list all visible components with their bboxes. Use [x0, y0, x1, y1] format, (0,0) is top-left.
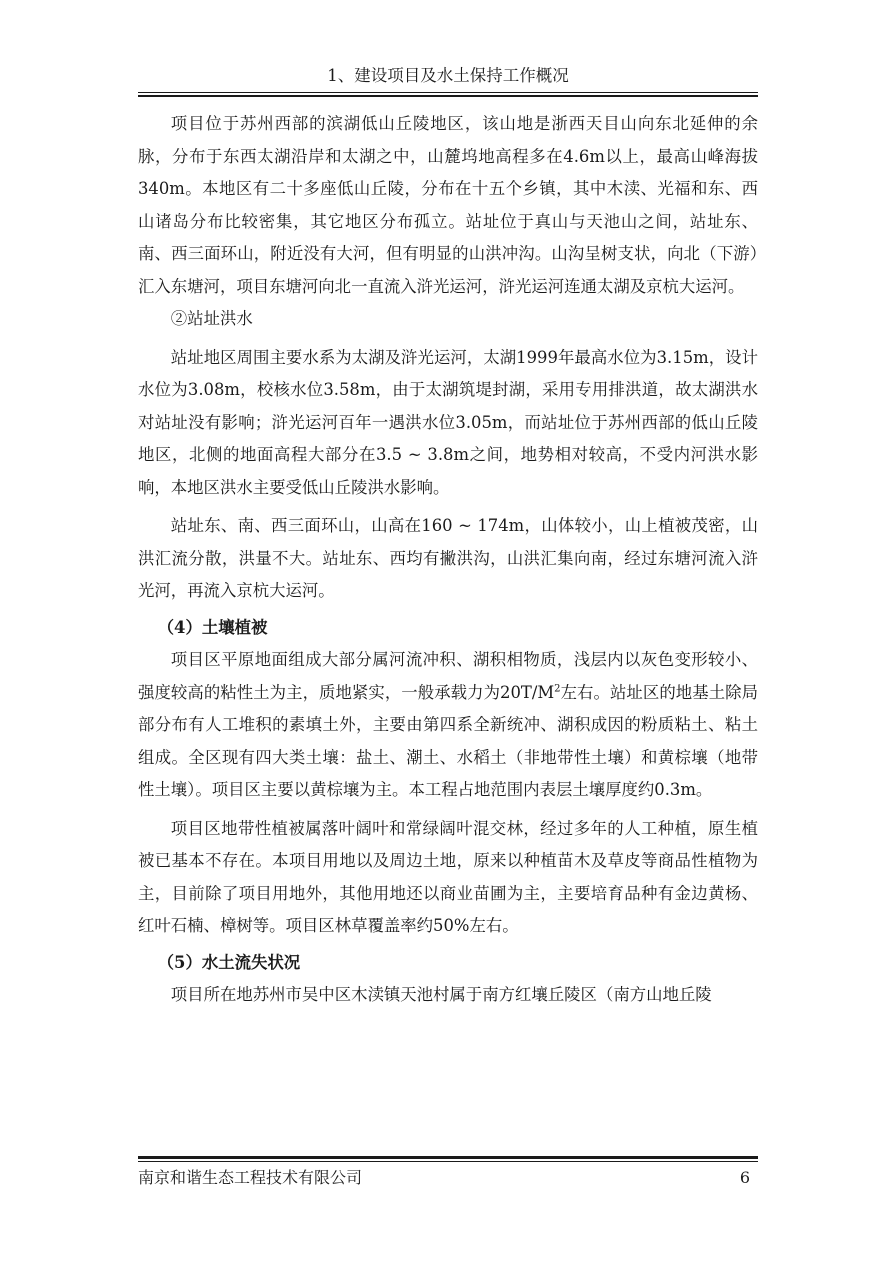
header-rule	[138, 92, 758, 93]
paragraph-mountain-flood: 站址东、南、西三面环山，山高在160 ~ 174m，山体较小，山上植被茂密，山洪汇流分散，洪量不大。站址东、西均有撇洪沟，山洪汇集向南，经过东塘河流入浒光河，再流入京杭大运河。	[138, 516, 758, 600]
footer-rule-thick	[138, 1156, 758, 1159]
paragraph-vegetation: 项目区地带性植被属落叶阔叶和常绿阔叶混交林，经过多年的人工种植，原生植被已基本不存在。本项目用地以及周边土地，原来以种植苗木及草皮等商品性植物为主，目前除了项目用地外，其他用地还以商业苗圃为主，主要培育品种有金边黄杨、红叶石楠、樟树等。项目区林草覆盖率约50%左右。	[138, 818, 758, 935]
superscript: 2	[554, 683, 561, 695]
subheading-flood: ②站址洪水	[170, 309, 253, 328]
section-heading-soil-erosion: （5）水土流失状况	[157, 952, 301, 972]
paragraph-soil	[138, 644, 758, 807]
header-rule-thick	[138, 95, 758, 97]
soil-text-part1: 项目区平原地面组成大部分属河流冲积、湖积相物质，浅层内以灰色变形较小、强度较高的粘性土为主，质地紧实，一般承载力为20T/M	[138, 650, 758, 702]
document-body	[138, 108, 758, 1012]
footer-company: 南京和谐生态工程技术有限公司	[138, 1168, 363, 1187]
paragraph-erosion: 项目所在地苏州市吴中区木渎镇天池村属于南方红壤丘陵区（南方山地丘陵	[170, 985, 712, 1004]
soil-text-part2: 左右。站址区的地基土除局部分布有人工堆积的素填土外，主要由第四系全新统冲、湖积成因的粉质粘土、粘土组成。全区现有四大类土壤：盐土、潮土、水稻土（非地带性土壤）和黄棕壤（地带性土壤）。项目区主要以黄棕壤为主。本工程占地范围内表层土壤厚度约0.3m。	[138, 682, 759, 799]
page-number: 6	[739, 1168, 750, 1187]
paragraph-location: 项目位于苏州西部的滨湖低山丘陵地区，该山地是浙西天目山向东北延伸的余脉，分布于东西太湖沿岸和太湖之中，山麓坞地高程多在4.6m以上，最高山峰海拔340m。本地区有二十多座低山丘陵，分布在十五个乡镇，其中木渎、光福和东、西山诸岛分布比较密集，其它地区分布孤立。站址位于真山与天池山之间，站址东、南、西三面环山，附近没有大河，但有明显的山洪冲沟。山沟呈树支状，向北（下游）汇入东塘河，项目东塘河向北一直流入浒光运河，浒光运河连通太湖及京杭大运河。	[138, 114, 758, 296]
paragraph-flood: 站址地区周围主要水系为太湖及浒光运河，太湖1999年最高水位为3.15m，设计水位为3.08m，校核水位3.58m，由于太湖筑堤封湖，采用专用排洪道，故太湖洪水对站址没有影响；浒光运河百年一遇洪水位3.05m，而站址位于苏州西部的低山丘陵地区，北侧的地面高程大部分在3.5 ~ 3.8m之间，地势相对较高，不受内河洪水影响，本地区洪水主要受低山丘陵洪水影响。	[138, 347, 758, 497]
footer-rule	[138, 1161, 758, 1162]
section-heading-soil-vegetation: （4）土壤植被	[157, 617, 268, 637]
page-header-title: 1、建设项目及水土保持工作概况	[327, 66, 569, 85]
